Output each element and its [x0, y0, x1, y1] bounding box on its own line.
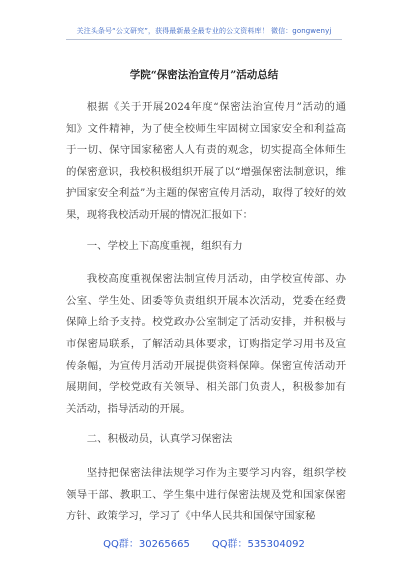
header-divider: [66, 39, 342, 40]
document-title: 学院“保密法治宣传月”活动总结: [129, 69, 279, 81]
section-1-heading: 一、学校上下高度重视，组织有力: [86, 239, 243, 252]
document-body: [66, 97, 346, 528]
section-2-paragraph: 坚持把保密法律法规学习作为主要学习内容，组织学校领导干部、教职工、学生集中进行保密法规及党和国家保密方针、政策学习，学习了《中华人民共和国保守国家秘: [66, 466, 346, 523]
intro-paragraph: 根据《关于开展2024年度“保密法治宣传月”活动的通知》文件精神，为了使全校师生牢固树立国家安全和利益高于一切、保守国家秘密人人有责的观念，切实提高全体师生的保密意识，我校积极组织开展了以“增强保密法制意识，维护国家安全利益”为主题的保密宣传月活动，取得了较好的效果，现将我校活动开展的情况汇报如下：: [66, 101, 346, 221]
qq-group-2: QQ群：535304092: [211, 539, 305, 550]
qq-footer: [0, 535, 408, 550]
qq-group-1: QQ群：30265665: [103, 539, 190, 550]
section-2-heading: 二、积极动员，认真学习保密法: [86, 433, 233, 446]
section-1-paragraph: 我校高度重视保密法制宣传月活动，由学校宣传部、办公室、学生处、团委等负责组织开展本次活动，党委在经费保障上给予支持。校党政办公室制定了活动安排，并积极与市保密局联系，了解活动具体要求，订购指定学习用书及宣传条幅，为宣传月活动开展提供资料保障。保密宣传活动开展期间，学校党政有关领导、相关部门负责人，积极参加有关活动，指导活动的开展。: [66, 273, 346, 415]
promo-header: 关注头条号“公文研究”，获得最新最全最专业的公文资料库！ 微信：gongwenyj: [76, 27, 332, 35]
